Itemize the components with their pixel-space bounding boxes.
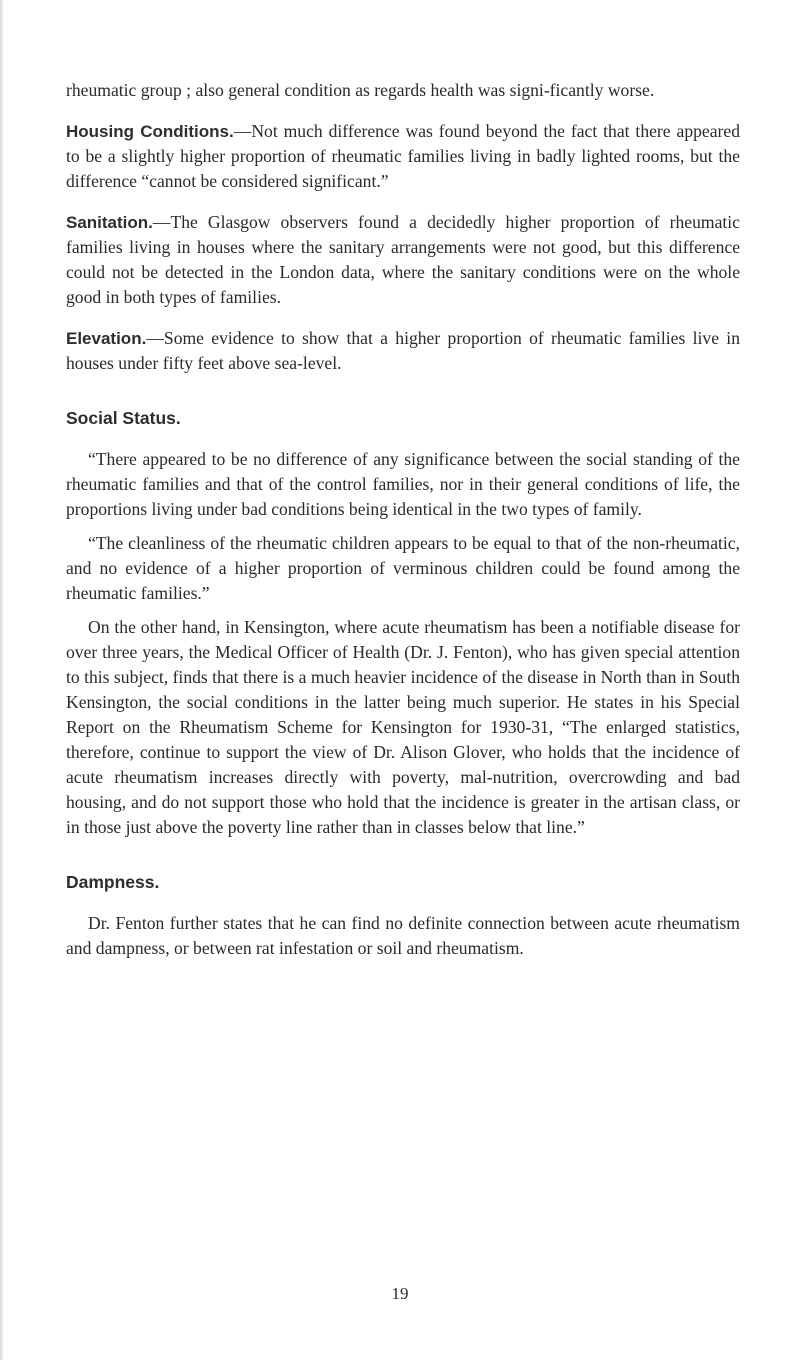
sanitation-heading: Sanitation. [66, 213, 153, 232]
sanitation-paragraph [66, 210, 740, 310]
dampness-paragraph-1: Dr. Fenton further states that he can find no definite connection between acute rheumatism and dampness, or between rat infestation or soil and rheumatism. [66, 913, 740, 958]
sanitation-text: —The Glasgow observers found a decidedly higher proportion of rheumatic families living in houses where the sanitary arrangements were not good, but this difference could not be detected in the London data, where the sanitary conditions were on the whole good in both types of families. [66, 212, 740, 307]
page-number: 19 [391, 1284, 409, 1303]
social-status-paragraph-2: “The cleanliness of the rheumatic children appears to be equal to that of the non-rheumatic, and no evidence of a higher proportion of verminous children could be found among the rheumatic families.” [66, 533, 740, 603]
document-page [66, 78, 740, 961]
elevation-paragraph [66, 326, 740, 376]
dampness-heading: Dampness. [66, 872, 160, 892]
housing-text: —Not much difference was found beyond the fact that there appeared to be a slightly higher proportion of rheumatic families living in badly lighted rooms, but the difference “cannot be considered significant.” [66, 121, 740, 191]
elevation-text: —Some evidence to show that a higher proportion of rheumatic families live in houses under fifty feet above sea-level. [66, 328, 740, 373]
social-status-paragraph-3: On the other hand, in Kensington, where acute rheumatism has been a notifiable disease for over three years, the Medical Officer of Health (Dr. J. Fenton), who has given special attention to this subject, finds that there is a much heavier incidence of the disease in North than in South Kensington, the social conditions in the latter being much superior. He states in his Special Report on the Rheumatism Scheme for Kensington for 1930-31, “The enlarged statistics, therefore, continue to support the view of Dr. Alison Glover, who holds that the incidence of acute rheumatism increases directly with poverty, mal-nutrition, overcrowding and bad housing, and do not support those who hold that the incidence is greater in the artisan class, or in those just above the poverty line rather than in classes below that line.” [66, 617, 740, 837]
housing-heading: Housing Conditions. [66, 122, 234, 141]
housing-paragraph [66, 119, 740, 194]
page-edge-shadow [0, 0, 4, 1360]
social-status-paragraph-1: “There appeared to be no difference of any significance between the social standing of the rheumatic families and that of the control families, nor in their general conditions of life, the proportions living under bad conditions being identical in the two types of family. [66, 449, 740, 519]
social-status-heading: Social Status. [66, 408, 181, 428]
opening-paragraph: rheumatic group ; also general condition as regards health was signi-ficantly worse. [66, 80, 655, 100]
elevation-heading: Elevation. [66, 329, 147, 348]
